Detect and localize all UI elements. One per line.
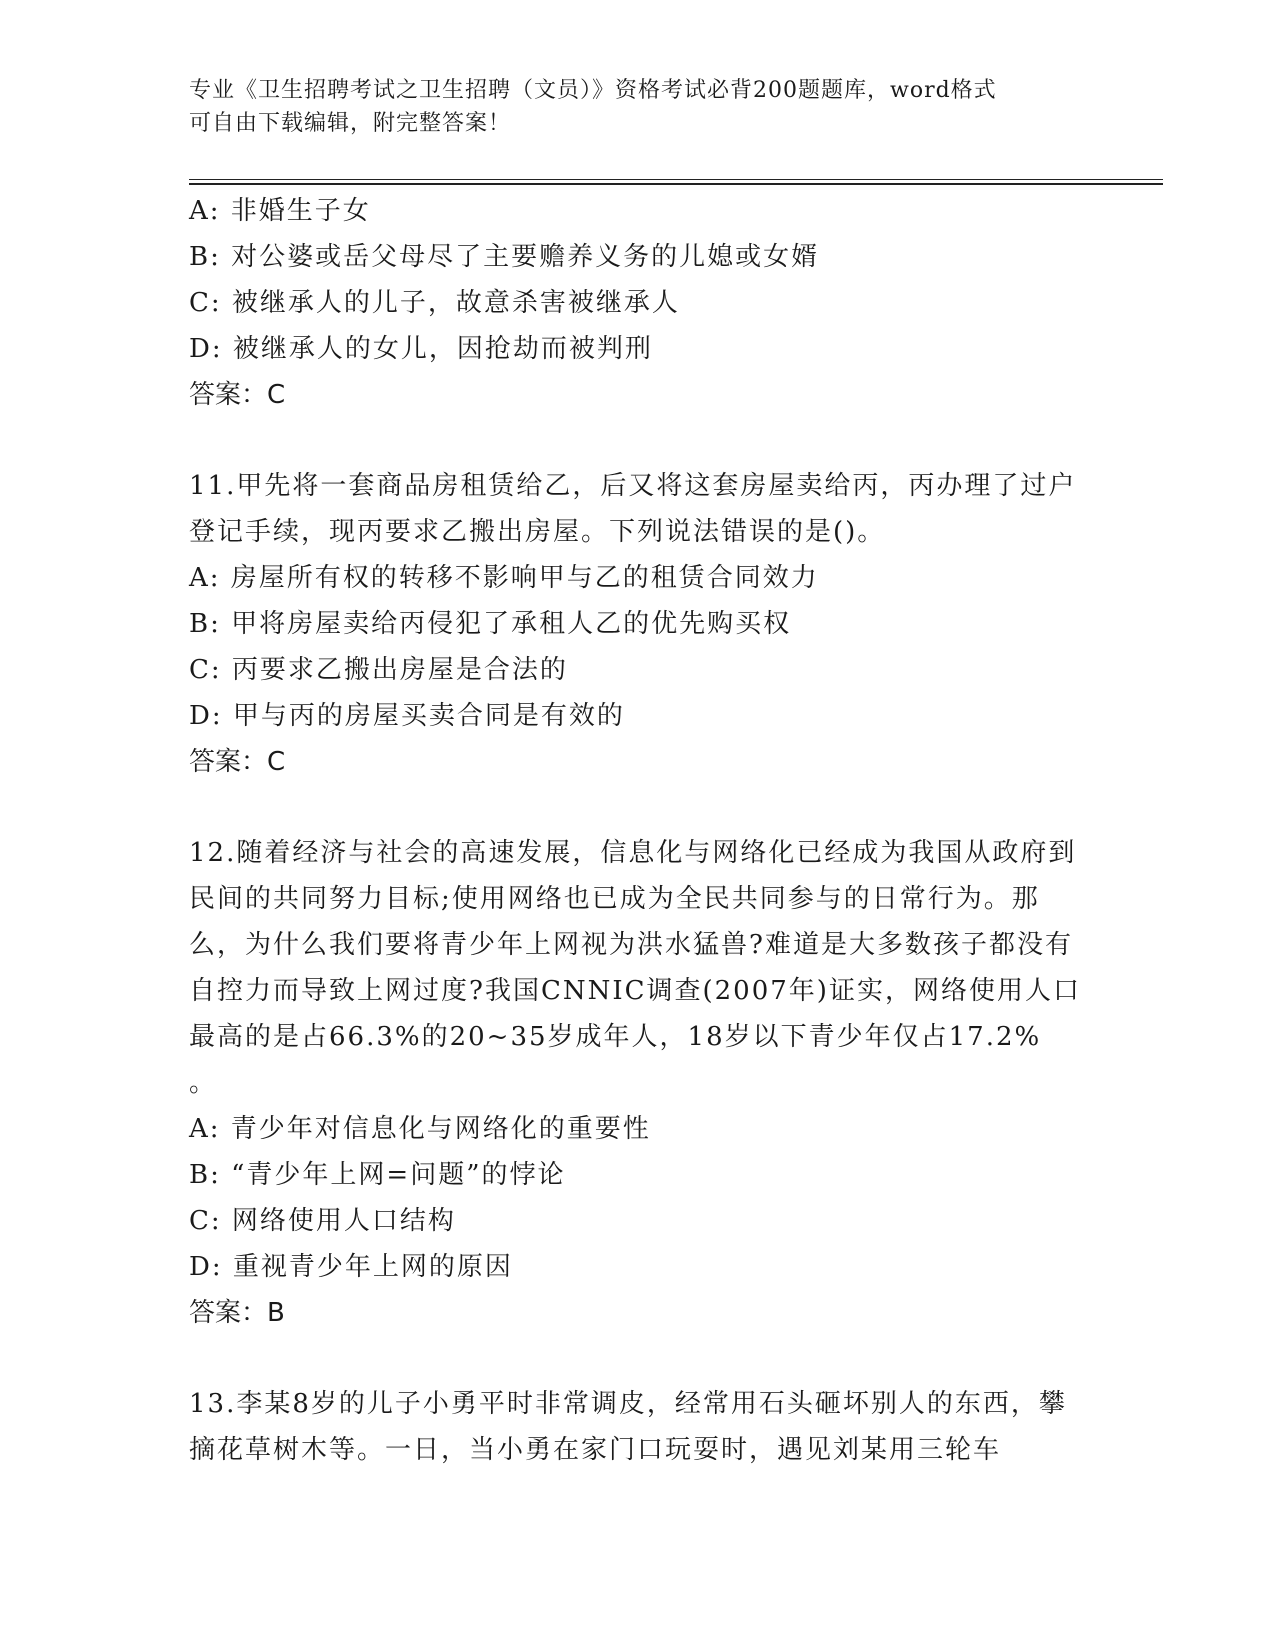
option-a: A: 非婚生子女 bbox=[189, 196, 371, 226]
question-11-block bbox=[189, 463, 1089, 785]
spacer bbox=[189, 785, 1089, 830]
option-c: C: 网络使用人口结构 bbox=[189, 1206, 456, 1236]
answer-line: 答案：C bbox=[189, 747, 286, 777]
option-b: B: “青少年上网=问题”的悖论 bbox=[189, 1160, 566, 1190]
option-d: D: 甲与丙的房屋买卖合同是有效的 bbox=[189, 701, 625, 731]
option-a: A: 房屋所有权的转移不影响甲与乙的租赁合同效力 bbox=[189, 563, 819, 593]
question-12-block bbox=[189, 830, 1089, 1336]
answer-line: 答案：B bbox=[189, 1298, 285, 1328]
option-b: B: 甲将房屋卖给丙侵犯了承租人乙的优先购买权 bbox=[189, 609, 792, 639]
answer-line: 答案：C bbox=[189, 380, 286, 410]
question-content bbox=[189, 188, 1089, 1473]
option-d: D: 被继承人的女儿，因抢劫而被判刑 bbox=[189, 334, 653, 364]
question-text: 11.甲先将一套商品房租赁给乙，后又将这套房屋卖给丙，丙办理了过户登记手续，现丙要求乙搬出房屋。下列说法错误的是()。 bbox=[189, 471, 1077, 547]
question-text-tail: 。 bbox=[189, 1068, 218, 1098]
question-13-block bbox=[189, 1381, 1089, 1473]
header-title-line2: 可自由下载编辑，附完整答案！ bbox=[189, 111, 512, 136]
option-c: C: 被继承人的儿子，故意杀害被继承人 bbox=[189, 288, 680, 318]
spacer bbox=[189, 1336, 1089, 1381]
spacer bbox=[189, 418, 1089, 463]
option-b: B: 对公婆或岳父母尽了主要赡养义务的儿媳或女婿 bbox=[189, 242, 820, 272]
option-c: C: 丙要求乙搬出房屋是合法的 bbox=[189, 655, 568, 685]
document-header bbox=[189, 74, 1089, 140]
option-d: D: 重视青少年上网的原因 bbox=[189, 1252, 513, 1282]
option-a: A: 青少年对信息化与网络化的重要性 bbox=[189, 1114, 651, 1144]
question-10-block bbox=[189, 188, 1089, 418]
header-title-line1: 专业《卫生招聘考试之卫生招聘（文员）》资格考试必背200题题库，word格式 bbox=[189, 78, 997, 103]
question-text: 13.李某8岁的儿子小勇平时非常调皮，经常用石头砸坏别人的东西，攀摘花草树木等。一日，当小勇在家门口玩耍时，遇见刘某用三轮车 bbox=[189, 1389, 1067, 1465]
question-text: 12.随着经济与社会的高速发展，信息化与网络化已经成为我国从政府到民间的共同努力目标;使用网络也已成为全民共同参与的日常行为。那么，为什么我们要将青少年上网视为洪水猛兽?难道是大多数孩子都没有自控力而导致上网过度?我国CNNIC调查(2007年)证实，网络使用人口最高的是占66.3%的20~35岁成年人，18岁以下青少年仅占17.2% bbox=[189, 838, 1081, 1052]
header-divider-thick bbox=[189, 183, 1163, 185]
header-divider-thin bbox=[189, 179, 1163, 180]
